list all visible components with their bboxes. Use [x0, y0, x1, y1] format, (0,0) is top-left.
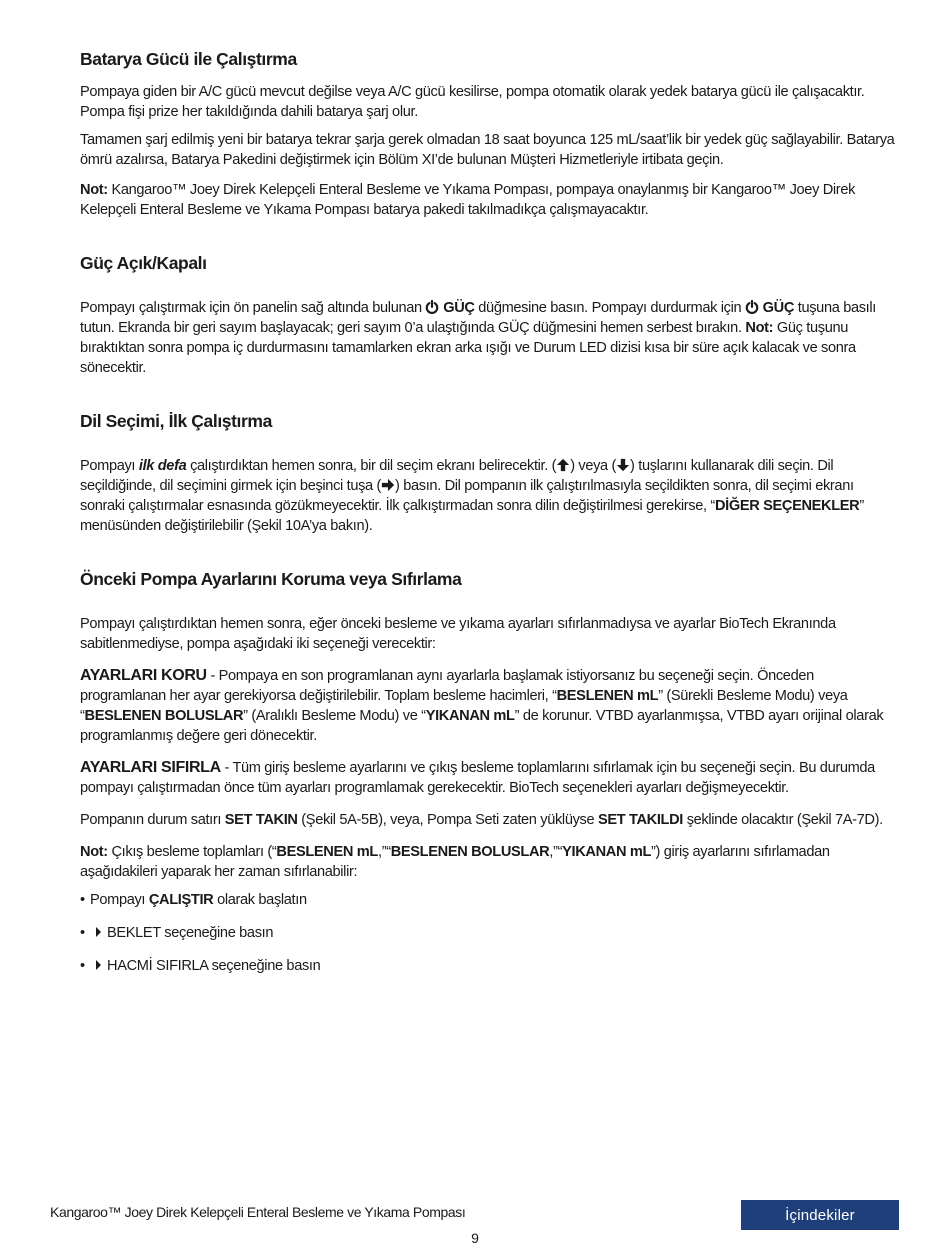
footer-product-name: Kangaroo™ Joey Direk Kelepçeli Enteral Besleme ve Yıkama Pompası: [50, 1204, 466, 1220]
language-text-2: çalıştırdıktan hemen sonra, bir dil seçim ekranı belirecektir. (: [186, 458, 557, 474]
arrow-right-icon: [381, 478, 395, 492]
keep-settings-label: AYARLARI KORU: [80, 667, 207, 684]
not-label: Not:: [745, 320, 774, 336]
note-text: Kangaroo™ Joey Direk Kelepçeli Enteral Besleme ve Yıkama Pompası, pompaya onaylanmış bir Kangaroo™ Joey Direk Kelepçeli Enteral Besleme ve Yıkama Pompası batarya pakedi takılmadıkça çalışmayacaktır.: [80, 182, 856, 218]
status-text-3: şeklinde olacaktır (Şekil 7A-7D).: [683, 812, 883, 828]
step-1-text-1: Pompayı: [90, 892, 149, 908]
step-1-bold: ÇALIŞTIR: [148, 892, 214, 908]
note-text-4: ”) giriş ayarlarını sıfırlamadan aşağıdakileri yaparak her zaman sıfırlanabilir:: [80, 844, 830, 880]
list-item: [80, 923, 895, 943]
language-text-6: ” menüsünden değiştirilebilir (Şekil 10A’ya bakın).: [80, 498, 864, 534]
set-load-label: SET TAKIN: [224, 812, 298, 828]
power-label: GÜÇ: [762, 300, 795, 316]
power-icon: [745, 300, 759, 314]
battery-paragraph-2: Tamamen şarj edilmiş yeni bir batarya tekrar şarja gerek olmadan 18 saat boyunca 125 mL/saat’lik bir yedek güç sağlayabilir. Batarya ömrü azalırsa, Batarya Pakedini değiştirmek için Bölüm XI’de bulunan Müşteri Hizmetleriyle irtibata geçin.: [80, 132, 895, 168]
power-text-1: Pompayı çalıştırmak için ön panelin sağ altında bulunan: [80, 300, 426, 316]
list-item: [80, 956, 895, 976]
note-bold-2: BESLENEN BOLUSLAR: [390, 844, 550, 860]
page-content: [80, 40, 895, 989]
note-text-1: Çıkış besleme toplamları (“: [107, 844, 277, 860]
step-1-text-2: olarak başlatın: [213, 892, 307, 908]
reset-steps-list: [80, 890, 895, 976]
bullet-triangle-icon: [96, 960, 101, 970]
bullet-dot: •: [80, 958, 85, 974]
power-text-4: Güç tuşunu bıraktıktan sonra pompa iç durdurmasını tamamlarken ekran arka ışığı ve Durum LED dizisi kısa bir süre açık kalacak ve sonra sönecektir.: [80, 320, 856, 376]
power-text-3: tuşuna basılı tutun. Ekranda bir geri sayım başlayacak; geri sayım 0’a ulaştığında GÜÇ düğmesini hemen serbest bırakın.: [80, 300, 876, 336]
fed-boluses-label: BESLENEN BOLUSLAR: [84, 708, 244, 724]
first-time-emphasis: ilk defa: [138, 458, 187, 474]
battery-paragraph-1: Pompaya giden bir A/C gücü mevcut değilse veya A/C gücü kesilirse, pompa otomatik olarak yedek batarya gücü ile çalışacaktır. Pompa fişi prize her takıldığında dahili batarya şarj olur.: [80, 84, 865, 120]
power-paragraph: [80, 298, 895, 378]
power-icon: [425, 300, 439, 314]
bullet-triangle-icon: [96, 927, 101, 937]
battery-note: [80, 180, 895, 220]
totals-note: [80, 842, 895, 882]
set-loaded-label: SET TAKILDI: [597, 812, 684, 828]
keep-text-1: - Pompaya en son programlanan aynı ayarlarla başlamak istiyorsanız bu seçeneği seçin. Önceden programlanan her ayar gerekiyorsa değiştirilebilir. Toplam besleme hacimleri, “: [80, 668, 814, 704]
language-text-5: ) basın. Dil pompanın ilk çalıştırılmasıyla seçildikten sonra, dil seçimi ekranı sonraki çalıştırmalar esnasında gözükmeyecektir. İlk çalkıştırmadan sonra dilin değiştirilmesi gerekirse, “: [80, 478, 854, 514]
language-text-1: Pompayı: [80, 458, 139, 474]
note-bold-3: YIKANAN mL: [562, 844, 652, 860]
power-label: GÜÇ: [443, 300, 475, 316]
note-text-2: ,”“: [377, 844, 391, 860]
language-text-3: ) veya (: [570, 458, 617, 474]
status-text-1: Pompanın durum satırı: [80, 812, 225, 828]
language-paragraph: [80, 456, 895, 536]
language-text-4: ) tuşlarını kullanarak dili seçin. Dil seçildiğinde, dil seçimini girmek için beşinci tuşa (: [80, 458, 834, 494]
section-title-language: Dil Seçimi, İlk Çalıştırma: [80, 411, 272, 431]
note-bold-1: BESLENEN mL: [276, 844, 378, 860]
page-number: 9: [471, 1230, 479, 1246]
arrow-up-icon: [556, 458, 570, 472]
keep-text-3: ” (Aralıklı Besleme Modu) ve “: [243, 708, 426, 724]
note-label: Not:: [80, 844, 108, 860]
flushed-ml-label: YIKANAN mL: [425, 708, 515, 724]
table-of-contents-button[interactable]: İçindekiler: [741, 1200, 899, 1230]
step-2-text: BEKLET seçeneğine basın: [107, 925, 274, 941]
reset-settings-label: AYARLARI SIFIRLA: [80, 759, 221, 776]
bullet-dot: •: [80, 925, 85, 941]
fed-ml-label: BESLENEN mL: [556, 688, 659, 704]
note-label: Not:: [80, 182, 108, 198]
power-text-2: düğmesine basın. Pompayı durdurmak için: [474, 300, 745, 316]
reset-settings-paragraph: [80, 758, 895, 798]
keep-text-4: ” de korunur. VTBD ayarlanmışsa, VTBD ayarı orijinal olarak programlanmış değere geri dönecektir.: [80, 708, 884, 744]
section-title-power: Güç Açık/Kapalı: [80, 253, 207, 273]
list-item: [80, 890, 895, 910]
reset-text: - Tüm giriş besleme ayarlarını ve çıkış besleme toplamlarını sıfırlamak için bu seçeneği seçin. Bu durumda pompayı çalıştırmadan önce tüm ayarları programlamak gerekecektir. BioTech seçenekleri ayarları değişmeyecektir.: [80, 760, 875, 796]
other-options-label: DİĞER SEÇENEKLER: [714, 498, 860, 514]
step-3-text: HACMİ SIFIRLA seçeneğine basın: [107, 958, 321, 974]
section-title-settings: Önceki Pompa Ayarlarını Koruma veya Sıfırlama: [80, 569, 462, 589]
keep-settings-paragraph: [80, 666, 895, 746]
status-line-paragraph: [80, 810, 895, 830]
note-text-3: ,”“: [549, 844, 563, 860]
settings-intro: Pompayı çalıştırdıktan hemen sonra, eğer önceki besleme ve yıkama ayarları sıfırlanmadıysa ve ayarlar BioTech Ekranında sabitlenmediyse, pompa aşağıdaki iki seçeneği verecektir:: [80, 616, 836, 652]
section-title-battery: Batarya Gücü ile Çalıştırma: [80, 49, 297, 69]
bullet-dot: •: [80, 892, 85, 908]
keep-text-2: ” (Sürekli Besleme Modu) veya “: [80, 688, 848, 724]
status-text-2: (Şekil 5A-5B), veya, Pompa Seti zaten yüklüyse: [297, 812, 598, 828]
arrow-down-icon: [616, 458, 630, 472]
